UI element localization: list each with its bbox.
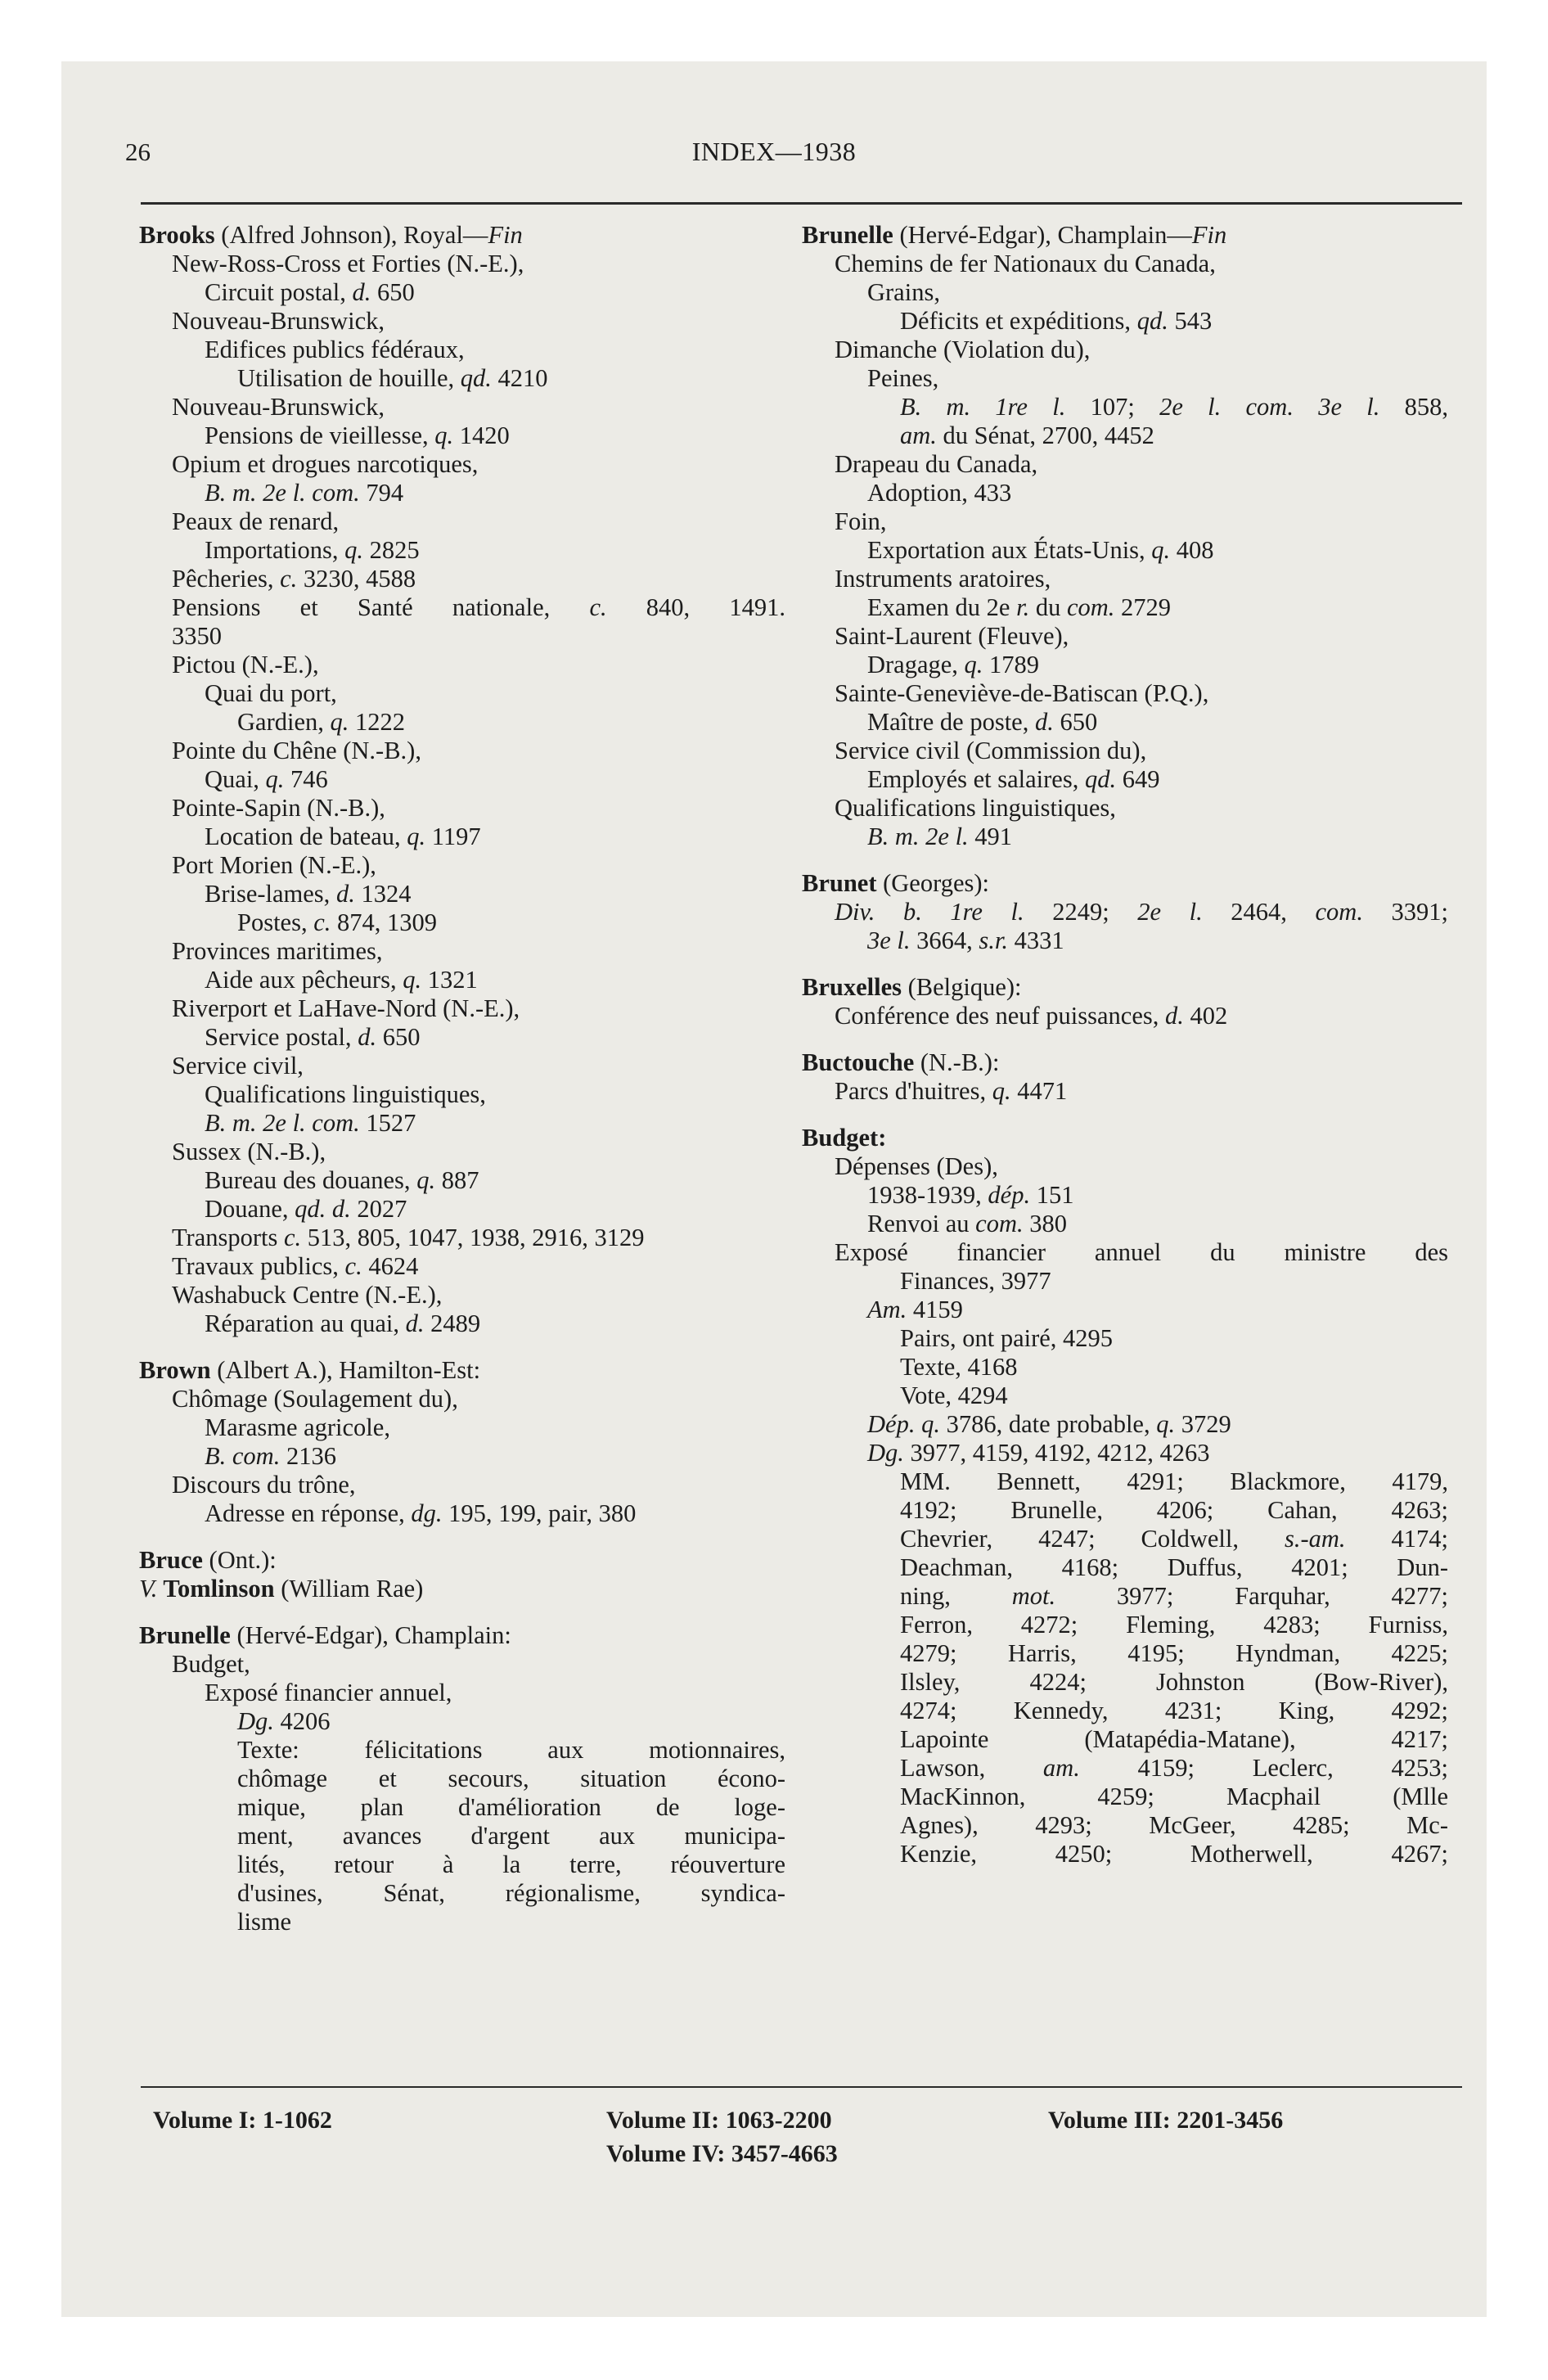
index-subentry: Pictou (N.-E.),: [172, 651, 319, 678]
index-subentry: Pensions de vieillesse, q. 1420: [205, 421, 510, 449]
index-subentry: Bureau des douanes, q. 887: [205, 1166, 479, 1194]
index-subentry: chômage et secours, situation écono-: [237, 1765, 785, 1792]
index-subentry: 1938-1939, dép. 151: [867, 1181, 1074, 1209]
index-subentry: Port Morien (N.-E.),: [172, 851, 376, 879]
index-subentry: Travaux publics, c. 4624: [172, 1252, 419, 1280]
index-subentry: Dg. 3977, 4159, 4192, 4212, 4263: [867, 1439, 1210, 1467]
index-entry-heading: Brown (Albert A.), Hamilton-Est:: [139, 1356, 481, 1384]
index-subentry: Réparation au quai, d. 2489: [205, 1309, 481, 1337]
index-subentry: B. m. 2e l. com. 794: [205, 479, 404, 507]
index-subentry: V. Tomlinson (William Rae): [139, 1575, 424, 1602]
index-subentry: Ilsley, 4224; Johnston (Bow-River),: [900, 1668, 1448, 1696]
entry-gap: [139, 1528, 785, 1546]
index-subentry: Dg. 4206: [237, 1707, 331, 1735]
index-subentry: Div. b. 1re l. 2249; 2e l. 2464, com. 3391;: [835, 898, 1448, 926]
index-subentry: Transports c. 513, 805, 1047, 1938, 2916, 3129: [172, 1224, 645, 1251]
index-entry-heading: Budget:: [802, 1124, 887, 1152]
index-subentry: 4192; Brunelle, 4206; Cahan, 4263;: [900, 1496, 1448, 1524]
index-subentry: B. m. 2e l. 491: [867, 823, 1013, 850]
index-subentry: Finances, 3977: [900, 1267, 1051, 1295]
entry-gap: [139, 1603, 785, 1621]
index-subentry: Marasme agricole,: [205, 1413, 390, 1441]
index-subentry: Vote, 4294: [900, 1382, 1008, 1409]
index-subentry: Dragage, q. 1789: [867, 651, 1040, 678]
entry-gap: [802, 851, 1448, 869]
index-subentry: Douane, qd. d. 2027: [205, 1195, 407, 1223]
index-subentry: B. m. 2e l. com. 1527: [205, 1109, 416, 1137]
index-entry-heading: Brooks (Alfred Johnson), Royal—Fin: [139, 221, 523, 249]
index-subentry: am. du Sénat, 2700, 4452: [900, 421, 1154, 449]
index-subentry: Déficits et expéditions, qd. 543: [900, 307, 1213, 335]
footer-volume-3: Volume III: 2201-3456: [1048, 2107, 1284, 2134]
index-subentry: Saint-Laurent (Fleuve),: [835, 622, 1069, 650]
index-subentry: d'usines, Sénat, régionalisme, syndica-: [237, 1879, 785, 1907]
index-subentry: Sussex (N.-B.),: [172, 1138, 326, 1165]
index-subentry: Kenzie, 4250; Motherwell, 4267;: [900, 1840, 1448, 1868]
index-subentry: ment, avances d'argent aux municipa-: [237, 1822, 785, 1850]
index-subentry: Quai, q. 746: [205, 765, 328, 793]
index-subentry: Brise-lames, d. 1324: [205, 880, 412, 908]
index-subentry: B. m. 1re l. 107; 2e l. com. 3e l. 858,: [900, 393, 1449, 421]
index-subentry: Dépenses (Des),: [835, 1152, 998, 1180]
index-subentry: mique, plan d'amélioration de loge-: [237, 1793, 785, 1821]
index-subentry: Sainte-Geneviève-de-Batiscan (P.Q.),: [835, 679, 1209, 707]
footer-rule: [141, 2086, 1462, 2088]
index-entry-heading: Brunelle (Hervé-Edgar), Champlain:: [139, 1621, 511, 1649]
index-subentry: Chômage (Soulagement du),: [172, 1385, 458, 1413]
index-column-left: [139, 221, 785, 1936]
index-subentry: 3350: [172, 622, 222, 650]
footer-volumes-2-4: [606, 2103, 838, 2170]
index-subentry: Exposé financier annuel,: [205, 1679, 452, 1706]
index-subentry: MM. Bennett, 4291; Blackmore, 4179,: [900, 1467, 1448, 1495]
index-subentry: Edifices publics fédéraux,: [205, 336, 465, 363]
index-subentry: Utilisation de houille, qd. 4210: [237, 364, 548, 392]
index-subentry: Provinces maritimes,: [172, 937, 383, 965]
index-subentry: Qualifications linguistiques,: [205, 1080, 486, 1108]
index-subentry: Adoption, 433: [867, 479, 1012, 507]
index-subentry: B. com. 2136: [205, 1442, 336, 1470]
footer-volume-4: Volume IV: 3457-4663: [606, 2140, 838, 2167]
index-subentry: Pointe du Chêne (N.-B.),: [172, 737, 421, 764]
index-subentry: Texte, 4168: [900, 1353, 1018, 1381]
index-subentry: Circuit postal, d. 650: [205, 278, 415, 306]
index-subentry: Location de bateau, q. 1197: [205, 823, 481, 850]
index-page: [61, 61, 1487, 2317]
index-subentry: Service postal, d. 650: [205, 1023, 421, 1051]
index-subentry: Pensions et Santé nationale, c. 840, 1491.: [172, 593, 785, 621]
index-subentry: Chevrier, 4247; Coldwell, s.-am. 4174;: [900, 1525, 1448, 1553]
index-subentry: Adresse en réponse, dg. 195, 199, pair, 380: [205, 1499, 637, 1527]
index-subentry: Washabuck Centre (N.-E.),: [172, 1281, 443, 1309]
index-subentry: Drapeau du Canada,: [835, 450, 1038, 478]
index-subentry: Maître de poste, d. 650: [867, 708, 1098, 736]
index-subentry: Dép. q. 3786, date probable, q. 3729: [867, 1410, 1231, 1438]
index-subentry: Budget,: [172, 1650, 250, 1678]
footer-volume-1: Volume I: 1-1062: [153, 2107, 332, 2134]
index-entry-heading: Buctouche (N.-B.):: [802, 1048, 1000, 1076]
page-number: 26: [125, 137, 151, 166]
index-subentry: Am. 4159: [867, 1296, 963, 1323]
index-subentry: Ferron, 4272; Fleming, 4283; Furniss,: [900, 1611, 1448, 1639]
index-subentry: Qualifications linguistiques,: [835, 794, 1116, 822]
entry-gap: [139, 1338, 785, 1356]
page-title: INDEX—1938: [691, 137, 857, 166]
index-subentry: Service civil (Commission du),: [835, 737, 1147, 764]
entry-gap: [802, 955, 1448, 973]
index-subentry: Grains,: [867, 278, 940, 306]
index-subentry: 4274; Kennedy, 4231; King, 4292;: [900, 1697, 1448, 1724]
index-subentry: Nouveau-Brunswick,: [172, 307, 385, 335]
index-subentry: Exportation aux États-Unis, q. 408: [867, 536, 1214, 564]
index-subentry: Examen du 2e r. du com. 2729: [867, 593, 1172, 621]
index-subentry: Employés et salaires, qd. 649: [867, 765, 1160, 793]
index-subentry: New-Ross-Cross et Forties (N.-E.),: [172, 250, 524, 277]
index-subentry: Lapointe (Matapédia-Matane), 4217;: [900, 1725, 1448, 1753]
index-subentry: Conférence des neuf puissances, d. 402: [835, 1002, 1228, 1030]
footer-volume-2: Volume II: 1063-2200: [606, 2107, 832, 2134]
index-subentry: ning, mot. 3977; Farquhar, 4277;: [900, 1582, 1448, 1610]
index-subentry: Peaux de renard,: [172, 507, 340, 535]
index-subentry: lisme: [237, 1908, 292, 1936]
index-subentry: Service civil,: [172, 1052, 304, 1080]
index-entry-heading: Brunet (Georges):: [802, 869, 989, 897]
index-subentry: Instruments aratoires,: [835, 565, 1051, 593]
index-subentry: MacKinnon, 4259; Macphail (Mlle: [900, 1783, 1448, 1810]
index-subentry: Nouveau-Brunswick,: [172, 393, 385, 421]
index-subentry: Quai du port,: [205, 679, 337, 707]
index-subentry: lités, retour à la terre, réouverture: [237, 1850, 785, 1878]
index-subentry: Postes, c. 874, 1309: [237, 908, 438, 936]
index-subentry: Pointe-Sapin (N.-B.),: [172, 794, 385, 822]
index-subentry: 3e l. 3664, s.r. 4331: [867, 926, 1064, 954]
index-subentry: Lawson, am. 4159; Leclerc, 4253;: [900, 1754, 1448, 1782]
index-subentry: Chemins de fer Nationaux du Canada,: [835, 250, 1216, 277]
index-subentry: Opium et drogues narcotiques,: [172, 450, 479, 478]
header-rule: [141, 202, 1462, 205]
index-subentry: Riverport et LaHave-Nord (N.-E.),: [172, 994, 520, 1022]
index-subentry: Peines,: [867, 364, 939, 392]
index-subentry: Agnes), 4293; McGeer, 4285; Mc-: [900, 1811, 1448, 1839]
index-subentry: Pêcheries, c. 3230, 4588: [172, 565, 416, 593]
index-column-right: [802, 221, 1448, 1868]
entry-gap: [802, 1106, 1448, 1124]
index-subentry: Gardien, q. 1222: [237, 708, 405, 736]
index-subentry: Importations, q. 2825: [205, 536, 420, 564]
index-entry-heading: Bruce (Ont.):: [139, 1546, 277, 1574]
entry-gap: [802, 1030, 1448, 1048]
index-subentry: Dimanche (Violation du),: [835, 336, 1091, 363]
index-subentry: Parcs d'huitres, q. 4471: [835, 1077, 1068, 1105]
index-subentry: Exposé financier annuel du ministre des: [835, 1238, 1448, 1266]
index-entry-heading: Bruxelles (Belgique):: [802, 973, 1022, 1001]
index-subentry: Pairs, ont pairé, 4295: [900, 1324, 1114, 1352]
index-subentry: Renvoi au com. 380: [867, 1210, 1067, 1237]
index-entry-heading: Brunelle (Hervé-Edgar), Champlain—Fin: [802, 221, 1227, 249]
index-subentry: Discours du trône,: [172, 1471, 356, 1499]
index-subentry: 4279; Harris, 4195; Hyndman, 4225;: [900, 1639, 1448, 1667]
index-subentry: Deachman, 4168; Duffus, 4201; Dun-: [900, 1553, 1448, 1581]
index-subentry: Texte: félicitations aux motionnaires,: [237, 1736, 785, 1764]
index-subentry: Foin,: [835, 507, 887, 535]
index-subentry: Aide aux pêcheurs, q. 1321: [205, 966, 478, 994]
